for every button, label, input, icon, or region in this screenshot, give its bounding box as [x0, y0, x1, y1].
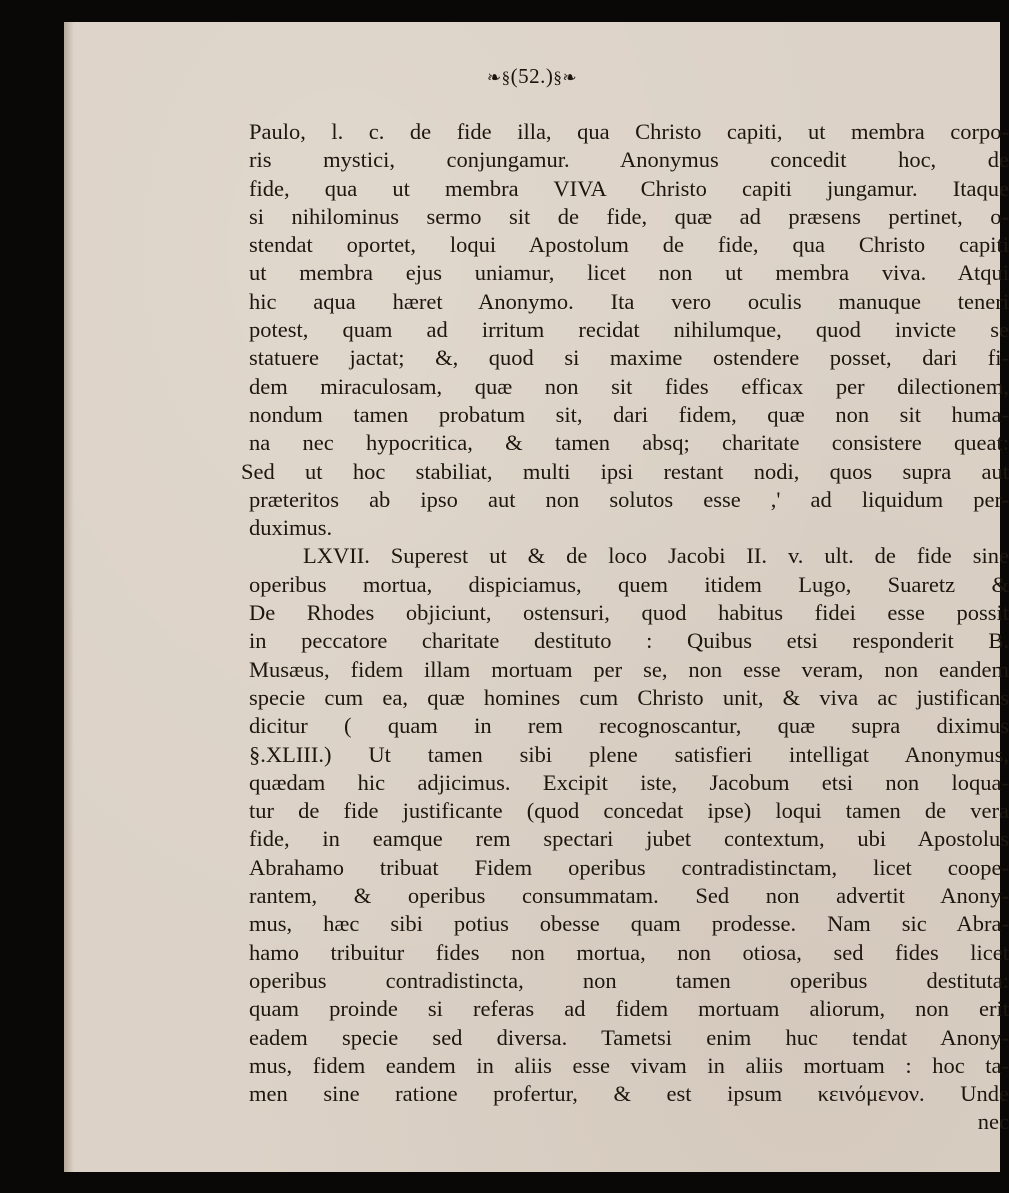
text-line: mus, hæc sibi potius obesse quam prodesse. Nam sic Abra-	[249, 911, 1009, 937]
text-line: dicitur ( quam in rem recognoscantur, quæ supra diximus	[249, 713, 1009, 739]
page-header	[64, 64, 1000, 89]
text-line: hic aqua hæret Anonymo. Ita vero oculis manuque teneri	[249, 288, 1009, 314]
body-text	[241, 118, 1009, 1137]
book-page	[64, 22, 1009, 1172]
text-line: operibus contradistincta, non tamen operibus destituta:	[249, 967, 1009, 993]
text-line: rantem, & operibus consummatam. Sed non advertit Anony-	[249, 883, 1009, 909]
text-line: fide, qua ut membra VIVA Christo capiti jungamur. Itaque	[249, 175, 1009, 201]
page-binding-shadow	[64, 22, 74, 1172]
text-line: Abrahamo tribuat Fidem operibus contradistinctam, licet coope-	[249, 854, 1009, 880]
header-ornament-left: ❧§	[486, 68, 511, 87]
text-line: fide, in eamque rem spectari jubet contextum, ubi Apostolus	[249, 826, 1009, 852]
text-line: na nec hypocritica, & tamen absq; charitate consistere queat:	[249, 430, 1009, 456]
text-line: De Rhodes objiciunt, ostensuri, quod habitus fidei esse possit	[249, 600, 1009, 626]
text-line: Sed ut hoc stabiliat, multi ipsi restant nodi, quos supra aut	[241, 458, 1009, 484]
text-line: quam proinde si referas ad fidem mortuam aliorum, non erit	[249, 996, 1009, 1022]
text-line: nondum tamen probatum sit, dari fidem, quæ non sit huma-	[249, 401, 1009, 427]
text-line: dem miraculosam, quæ non sit fides efficax per dilectionem,	[249, 373, 1009, 399]
text-line: ut membra ejus uniamur, licet non ut membra viva. Atqui	[249, 260, 1009, 286]
text-line: §.XLIII.) Ut tamen sibi plene satisfieri intelligat Anonymus,	[249, 741, 1009, 767]
text-line: tur de fide justificante (quod concedat ipse) loqui tamen de vera	[249, 798, 1009, 824]
header-ornament-right: §❧	[553, 68, 578, 87]
page-number: (52.)	[510, 64, 554, 88]
text-line: statuere jactat; &, quod si maxime ostendere posset, dari fi-	[249, 345, 1009, 371]
text-line: men sine ratione profertur, & est ipsum κεινόμενον. Unde	[249, 1081, 1009, 1107]
catchword: nec	[977, 1109, 1009, 1135]
text-line: si nihilominus sermo sit de fide, quæ ad præsens pertinet, o-	[249, 203, 1009, 229]
text-line: operibus mortua, dispiciamus, quem itidem Lugo, Suaretz &	[249, 571, 1009, 597]
text-line: stendat oportet, loqui Apostolum de fide, qua Christo capiti	[249, 232, 1009, 258]
text-line: mus, fidem eandem in aliis esse vivam in aliis mortuam : hoc ta-	[249, 1052, 1009, 1078]
text-line: Paulo, l. c. de fide illa, qua Christo capiti, ut membra corpo-	[249, 119, 1009, 144]
text-line: eadem specie sed diversa. Tametsi enim huc tendat Anony-	[249, 1024, 1009, 1050]
text-line: Musæus, fidem illam mortuam per se, non esse veram, non eandem	[249, 656, 1009, 682]
text-line: ris mystici, conjungamur. Anonymus concedit hoc, de	[249, 147, 1009, 173]
text-line: duximus.	[249, 515, 333, 541]
text-line: præteritos ab ipso aut non solutos esse ,' ad liquidum per-	[249, 486, 1009, 512]
text-line: quædam hic adjicimus. Excipit iste, Jacobum etsi non loqua-	[249, 769, 1009, 795]
text-line: hamo tribuitur fides non mortua, non otiosa, sed fides licet	[249, 939, 1009, 965]
section-heading-line: LXVII. Superest ut & de loco Jacobi II. v. ult. de fide sine	[303, 543, 1009, 569]
text-line: in peccatore charitate destituto : Quibus etsi responderit B.	[249, 628, 1009, 654]
text-line: potest, quam ad irritum recidat nihilumque, quod invicte se	[249, 317, 1009, 343]
text-line: specie cum ea, quæ homines cum Christo unit, & viva ac justificans	[249, 684, 1009, 710]
